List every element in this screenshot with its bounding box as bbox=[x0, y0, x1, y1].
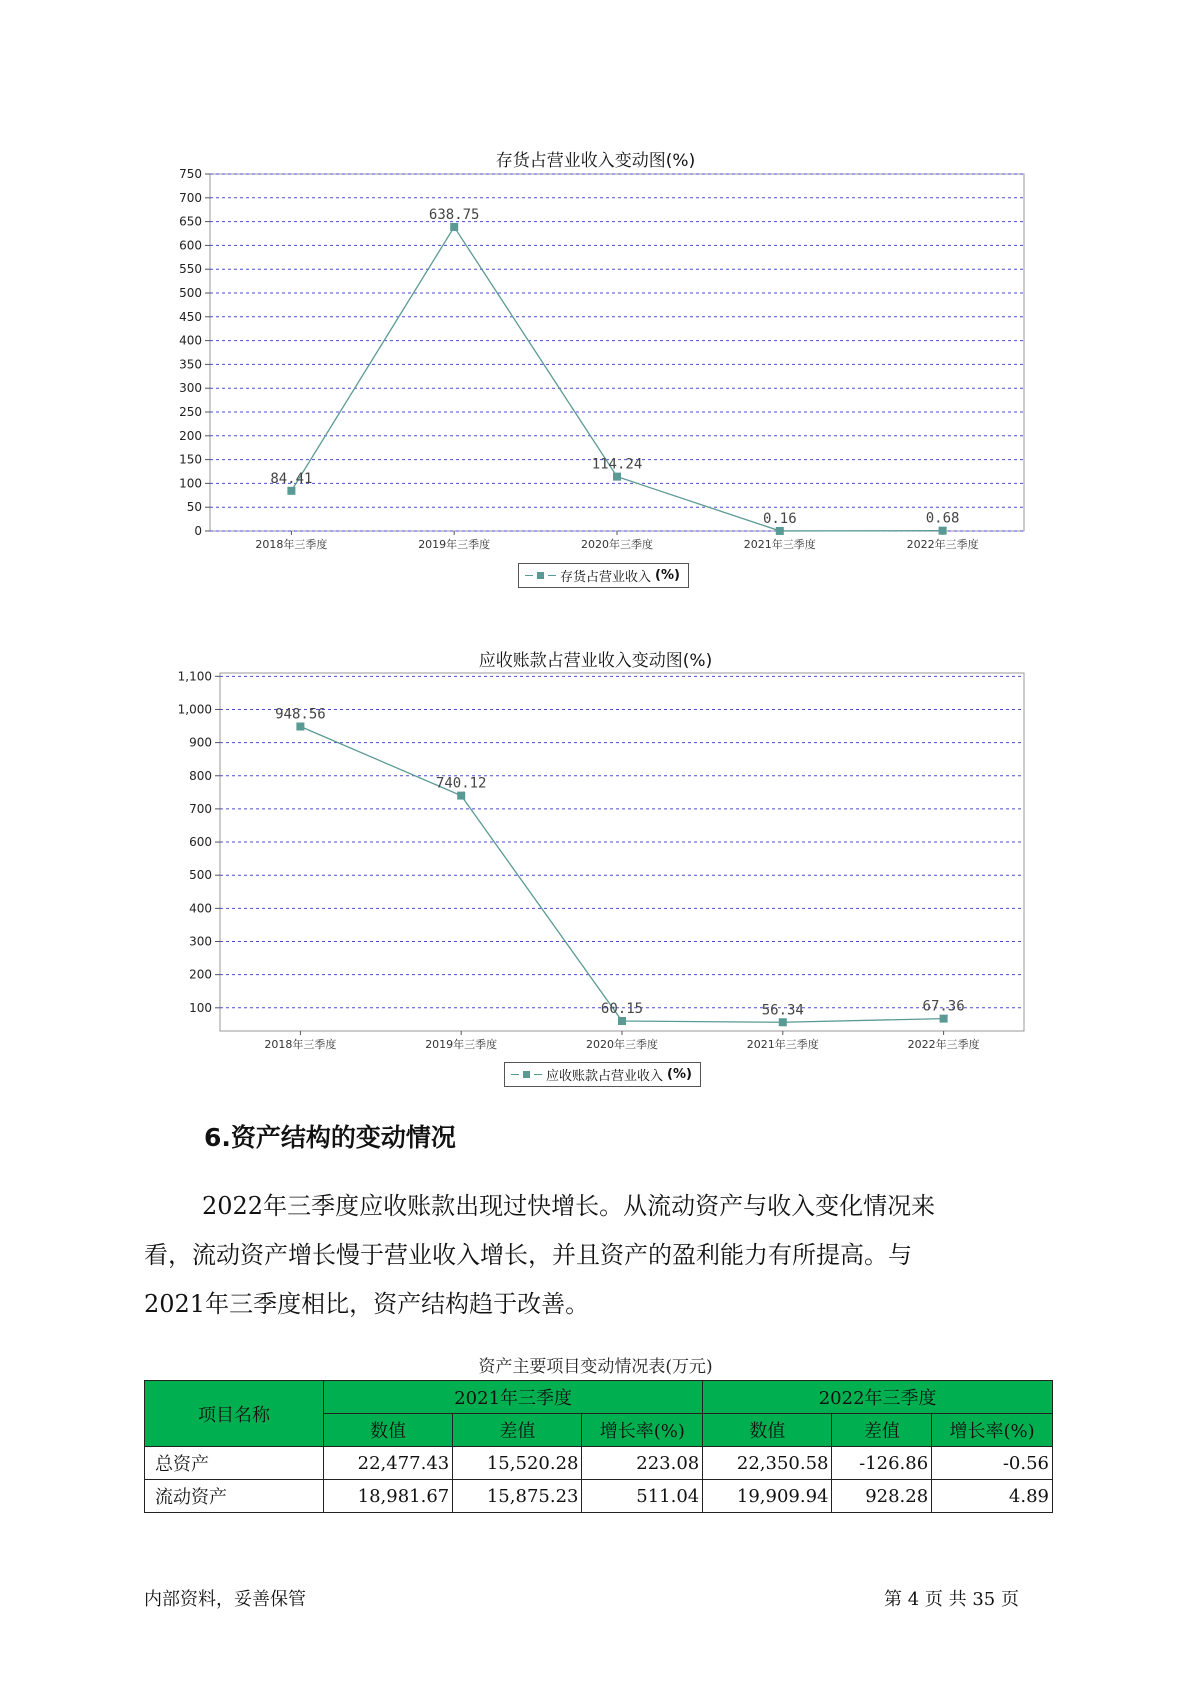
chart2-xtick-label: 2020年三季度 bbox=[586, 1038, 658, 1051]
cell-rate: -0.56 bbox=[932, 1447, 1053, 1480]
row-name: 总资产 bbox=[145, 1447, 324, 1480]
cell-value: 22,477.43 bbox=[324, 1447, 453, 1480]
table-row bbox=[145, 1480, 1053, 1513]
chart1-xtick-label: 2020年三季度 bbox=[581, 538, 653, 551]
chart2-ytick-label: 500 bbox=[189, 868, 212, 883]
chart2-ytick-label: 600 bbox=[189, 835, 212, 850]
chart2-ytick-label: 200 bbox=[189, 967, 212, 982]
chart2-xtick-label: 2022年三季度 bbox=[907, 1038, 980, 1051]
chart1-data-label: 0.68 bbox=[925, 510, 960, 527]
cell-rate: 223.08 bbox=[582, 1447, 703, 1480]
chart2-data-point bbox=[618, 1017, 626, 1025]
chart1-xtick-label: 2018年三季度 bbox=[255, 538, 328, 551]
chart1-ytick-label: 250 bbox=[179, 405, 202, 419]
chart1-xtick-label: 2019年三季度 bbox=[418, 538, 491, 551]
chart1-ytick-label: 100 bbox=[179, 476, 202, 491]
cell-value: 19,909.94 bbox=[703, 1480, 832, 1513]
chart1-data-label: 638.75 bbox=[428, 206, 480, 223]
cell-diff: 15,875.23 bbox=[453, 1480, 582, 1513]
chart1-ytick-label: 600 bbox=[179, 238, 202, 253]
chart1-xtick-label: 2022年三季度 bbox=[906, 538, 979, 551]
group-2022-header: 2022年三季度 bbox=[703, 1381, 1053, 1414]
chart2-data-label: 67.36 bbox=[922, 998, 965, 1015]
cell-diff: -126.86 bbox=[832, 1447, 932, 1480]
chart2-ytick-label: 400 bbox=[189, 901, 212, 916]
section-heading: 6.资产结构的变动情况 bbox=[204, 1123, 456, 1152]
chart1-ytick-label: 0 bbox=[194, 524, 202, 538]
chart2-ytick-label: 900 bbox=[189, 735, 212, 750]
chart2-legend-label: 应收账款占营业收入 bbox=[546, 1069, 664, 1084]
chart1-data-label: 0.16 bbox=[762, 510, 797, 527]
table-row bbox=[145, 1447, 1053, 1480]
chart1-ytick-label: 150 bbox=[179, 452, 202, 467]
chart2-title: 应收账款占营业收入变动图(%) bbox=[478, 651, 713, 671]
group-2021-header: 2021年三季度 bbox=[324, 1381, 703, 1414]
chart1-legend-unit: (%) bbox=[655, 568, 680, 583]
chart2-legend-unit: (%) bbox=[667, 1067, 692, 1082]
chart2-xtick-label: 2018年三季度 bbox=[264, 1038, 337, 1051]
chart2-legend bbox=[504, 1062, 701, 1087]
paragraph-line-2: 看，流动资产增长慢于营业收入增长，并且资产的盈利能力有所提高。与 bbox=[144, 1241, 912, 1269]
chart2-data-point bbox=[457, 792, 465, 800]
cell-value: 22,350.58 bbox=[703, 1447, 832, 1480]
sub-value-header: 数值 bbox=[324, 1414, 453, 1447]
chart2-ytick-label: 800 bbox=[189, 768, 212, 783]
chart1-xtick-label: 2021年三季度 bbox=[743, 538, 816, 551]
chart2-data-label: 60.15 bbox=[600, 1001, 644, 1018]
cell-diff: 15,520.28 bbox=[453, 1447, 582, 1480]
footer-confidential-note: 内部资料，妥善保管 bbox=[144, 1589, 306, 1610]
sub-rate-header: 增长率(%) bbox=[582, 1414, 703, 1447]
chart2-xtick-label: 2019年三季度 bbox=[425, 1038, 498, 1051]
chart2-data-point bbox=[940, 1015, 948, 1023]
chart1-ytick-label: 500 bbox=[179, 286, 202, 300]
chart1-ytick-label: 50 bbox=[186, 500, 202, 515]
chart1-data-label: 114.24 bbox=[591, 456, 643, 473]
chart1-title: 存货占营业收入变动图(%) bbox=[495, 151, 696, 171]
chart2-data-label: 56.34 bbox=[761, 1002, 804, 1019]
chart2-data-label: 948.56 bbox=[275, 706, 326, 723]
chart1-ytick-label: 450 bbox=[179, 309, 202, 324]
sub-diff-header: 差值 bbox=[453, 1414, 582, 1447]
cell-rate: 4.89 bbox=[932, 1480, 1053, 1513]
cell-value: 18,981.67 bbox=[324, 1480, 453, 1513]
chart1-ytick-label: 750 bbox=[179, 167, 202, 181]
chart2-ytick-label: 300 bbox=[189, 934, 212, 949]
legend-marker-icon bbox=[523, 1071, 530, 1078]
chart1-ytick-label: 700 bbox=[179, 190, 202, 205]
chart2-data-point bbox=[779, 1018, 787, 1026]
cell-rate: 511.04 bbox=[582, 1480, 703, 1513]
chart1-ytick-label: 350 bbox=[179, 357, 202, 372]
sub-value-header: 数值 bbox=[703, 1414, 832, 1447]
chart1-ytick-label: 200 bbox=[179, 428, 202, 443]
paragraph-line-1: 2022年三季度应收账款出现过快增长。从流动资产与收入变化情况来 bbox=[202, 1192, 936, 1220]
chart2-ytick-label: 1,100 bbox=[177, 669, 212, 684]
sub-rate-header: 增长率(%) bbox=[932, 1414, 1053, 1447]
footer-page-number: 第 4 页 共 35 页 bbox=[884, 1589, 1019, 1610]
chart2-data-point bbox=[296, 723, 304, 731]
chart1-data-label: 84.41 bbox=[270, 470, 313, 487]
chart2-plot-area bbox=[220, 673, 1024, 1031]
chart2-xtick-label: 2021年三季度 bbox=[746, 1038, 819, 1051]
table-title: 资产主要项目变动情况表(万元) bbox=[478, 1357, 713, 1377]
chart2-ytick-label: 1,000 bbox=[177, 702, 212, 717]
chart1-ytick-label: 400 bbox=[179, 333, 202, 348]
asset-change-table bbox=[144, 1380, 1053, 1513]
chart1-ytick-label: 550 bbox=[179, 262, 202, 277]
chart1-legend-label: 存货占营业收入 bbox=[560, 570, 652, 585]
cell-diff: 928.28 bbox=[832, 1480, 932, 1513]
sub-diff-header: 差值 bbox=[832, 1414, 932, 1447]
paragraph-line-3: 2021年三季度相比，资产结构趋于改善。 bbox=[144, 1290, 590, 1318]
chart2-ytick-label: 100 bbox=[189, 1000, 212, 1015]
chart1-ytick-label: 300 bbox=[179, 381, 202, 396]
chart2-ytick-label: 700 bbox=[189, 801, 212, 816]
chart2-data-label: 740.12 bbox=[435, 775, 487, 792]
chart1-ytick-label: 650 bbox=[179, 214, 202, 229]
col-item-header: 项目名称 bbox=[145, 1381, 324, 1447]
row-name: 流动资产 bbox=[145, 1480, 324, 1513]
